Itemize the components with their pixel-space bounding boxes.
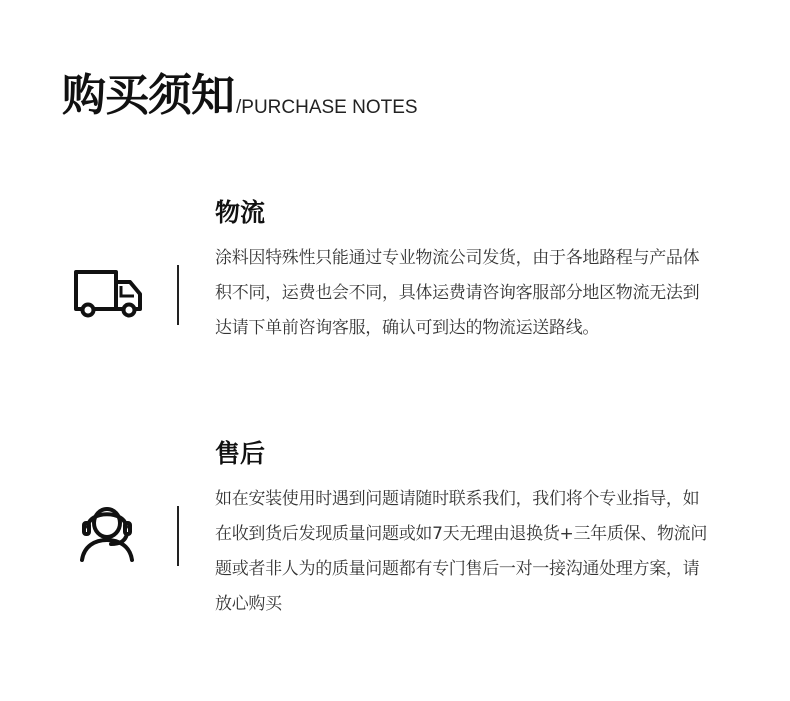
page-subtitle-en: /PURCHASE NOTES [236,97,418,118]
page-title: 购买须知 [62,70,234,121]
section-title-after-sales: 售后 [215,439,266,468]
section-divider [177,265,179,325]
section-body-logistics: 涂料因特殊性只能通过专业物流公司发货，由于各地路程与产品体积不同，运费也会不同，具体运费请咨询客服部分地区物流无法到达请下单前咨询客服，确认可到达的物流运送路线。 [215,248,700,338]
page-header [62,70,418,122]
truck-icon [68,260,150,332]
section-divider [177,506,179,566]
section-title-logistics: 物流 [215,198,266,227]
section-body-after-sales: 如在安装使用时遇到问题请随时联系我们，我们将个专业指导，如在收到货后发现质量问题或如7天无理由退换货+三年质保、物流问题或者非人为的质量问题都有专门售后一对一接沟通处理方案，请放心购买 [215,489,708,614]
customer-service-headset-icon [68,498,150,570]
